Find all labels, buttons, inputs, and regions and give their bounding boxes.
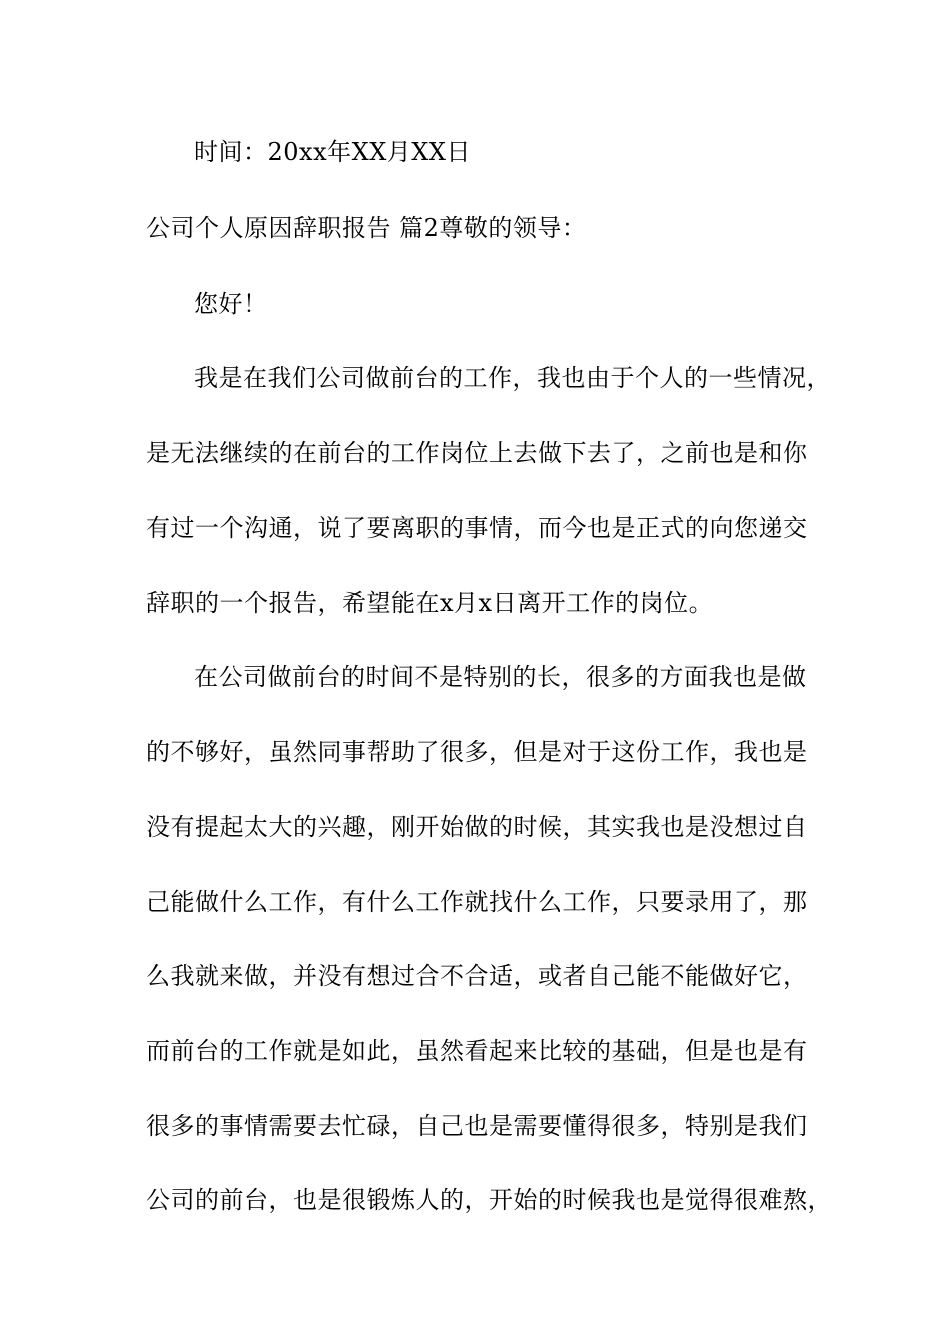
paragraph-2-line-5: 么我就来做，并没有想过合不合适，或者自己能不能做好它， — [146, 962, 808, 990]
paragraph-2-line-8: 公司的前台，也是很锻炼人的，开始的时候我也是觉得很难熬， — [146, 1186, 832, 1214]
letter-heading: 公司个人原因辞职报告 篇2尊敬的领导： — [146, 214, 587, 242]
paragraph-1-line-2: 是无法继续的在前台的工作岗位上去做下去了，之前也是和你 — [146, 439, 808, 467]
greeting: 您好！ — [194, 290, 268, 318]
paragraph-1-line-4: 辞职的一个报告，希望能在x月x日离开工作的岗位。 — [146, 589, 714, 617]
paragraph-2-line-4: 己能做什么工作，有什么工作就找什么工作，只要录用了，那 — [146, 888, 808, 916]
paragraph-2-line-3: 没有提起太大的兴趣，刚开始做的时候，其实我也是没想过自 — [146, 813, 808, 841]
paragraph-2-line-1: 在公司做前台的时间不是特别的长，很多的方面我也是做 — [194, 663, 807, 691]
paragraph-2-line-2: 的不够好，虽然同事帮助了很多，但是对于这份工作，我也是 — [146, 738, 808, 766]
paragraph-2-line-6: 而前台的工作就是如此，虽然看起来比较的基础，但是也是有 — [146, 1037, 808, 1065]
paragraph-1-line-3: 有过一个沟通，说了要离职的事情，而今也是正式的向您递交 — [146, 514, 808, 542]
paragraph-2-line-7: 很多的事情需要去忙碌，自己也是需要懂得很多，特别是我们 — [146, 1112, 808, 1140]
paragraph-1-line-1: 我是在我们公司做前台的工作，我也由于个人的一些情况， — [194, 364, 831, 392]
date-line: 时间：20xx年XX月XX日 — [194, 138, 471, 166]
